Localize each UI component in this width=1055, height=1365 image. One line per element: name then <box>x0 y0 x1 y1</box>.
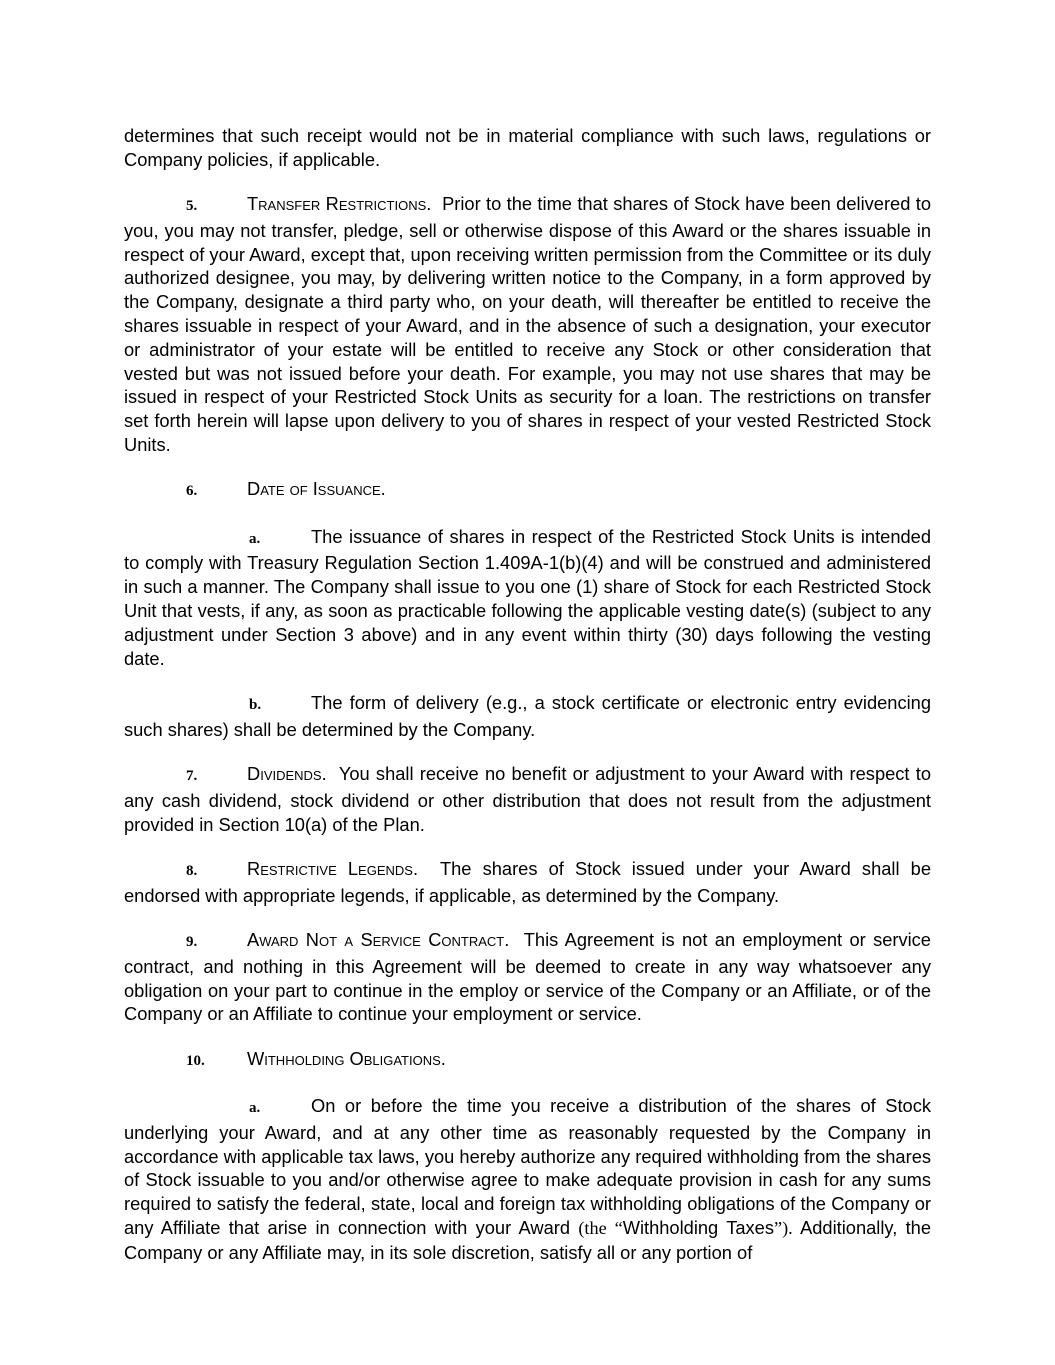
subsection-number: a. <box>249 530 261 547</box>
section-number: 8. <box>186 862 198 879</box>
section-heading: Date of Issuance <box>247 478 381 500</box>
section-5-transfer-restrictions: 5. Transfer Restrictions. Prior to the time that shares of Stock have been delivered to you, you may not transfer, pledge, sell or otherwise dispose of this Award or the shares issuable in respect of your Award, except that, upon receiving written permission from the Committee or its duly authorized designee, you may, by delivering written notice to the Company, in a form approved by the Company, designate a third party who, on your death, will thereafter be entitled to receive the shares issuable in respect of your Award, and in the absence of such a designation, your executor or administrator of your estate will be entitled to receive any Stock or other consideration that vested but was not issued before your death. For example, you may not use shares that may be issued in respect of your Restricted Stock Units as security for a loan. The restrictions on transfer set forth herein will lapse upon delivery to you of shares in respect of your vested Restricted Stock Units. <box>124 193 931 456</box>
section-6-date-of-issuance: 6. Date of Issuance. <box>124 477 931 504</box>
intro-text: determines that such receipt would not be in material compliance with such laws, regulations or Company policies, if applicable. <box>124 125 931 170</box>
section-text: This Agreement is not an employment or service contract, and nothing in this Agreement will be deemed to create in any way whatsoever any obligation on your part to continue in the employ or service of the Company or an Affiliate, or of the Company or an Affiliate to continue your employment or service. <box>124 929 931 1025</box>
section-10-withholding-obligations: 10. Withholding Obligations. <box>124 1047 931 1074</box>
section-heading: Withholding Obligations <box>247 1047 441 1069</box>
section-heading: Restrictive Legends <box>247 857 413 879</box>
section-heading: Transfer Restrictions <box>247 193 427 215</box>
section-6b <box>124 691 931 742</box>
section-text: The shares of Stock issued under your Award shall be endorsed with appropriate legends, if applicable, as determined by the Company. <box>124 857 931 906</box>
subsection-number: b. <box>249 696 262 713</box>
section-10a <box>124 1094 931 1265</box>
subsection-text-part-5: Additionally, the Company or any Affiliate may, in its sole discretion, satisfy all or any portion of <box>124 1216 932 1263</box>
section-7-dividends: 7. Dividends. You shall receive no benefit or adjustment to your Award with respect to any cash dividend, stock dividend or other distribution that does not result from the adjustment provided in Section 10(a) of the Plan. <box>124 763 931 835</box>
section-number: 9. <box>186 934 198 951</box>
section-heading: Dividends <box>247 763 322 785</box>
subsection-text-part-2: (the “ <box>578 1217 623 1238</box>
section-number: 5. <box>186 198 198 215</box>
subsection-text: The form of delivery (e.g., a stock certificate or electronic entry evidencing such shares) shall be determined by the Company. <box>124 691 931 740</box>
subsection-text-part-4: ”). <box>773 1217 793 1238</box>
section-text: Prior to the time that shares of Stock have been delivered to you, you may not transfer, pledge, sell or otherwise dispose of this Award or the shares issuable in respect of your Award, except that, upon receiving written permission from the Committee or its duly authorized designee, you may, by delivering written notice to the Company, in a form approved by the Company, designate a third party who, on your death, will thereafter be entitled to receive the shares issuable in respect of your Award, and in the absence of such a designation, your executor or administrator of your estate will be entitled to receive any Stock or other consideration that vested but was not issued before your death. For example, you may not use shares that may be issued in respect of your Restricted Stock Units as security for a loan. The restrictions on transfer set forth herein will lapse upon delivery to you of shares in respect of your vested Restricted Stock Units. <box>124 193 931 456</box>
subsection-text-part-1: On or before the time you receive a distribution of the shares of Stock underlying your Award, and at any other time as reasonably requested by the Company in accordance with applicable tax laws, you hereby authorize any required withholding from the shares of Stock issuable to you and/or otherwise agree to make adequate provision in cash for any sums required to satisfy the federal, state, local and foreign tax withholding obligations of the Company or any Affiliate that arise in connection with your Award <box>124 1095 931 1238</box>
section-text: You shall receive no benefit or adjustment to your Award with respect to any cash dividend, stock dividend or other distribution that does not result from the adjustment provided in Section 10(a) of the Plan. <box>124 763 931 835</box>
section-heading: Award Not a Service Contract <box>247 929 505 951</box>
section-9-award-not-service-contract: 9. Award Not a Service Contract. This Agreement is not an employment or service contract, and nothing in this Agreement will be deemed to create in any way whatsoever any obligation on your part to continue in the employ or service of the Company or an Affiliate, or of the Company or an Affiliate to continue your employment or service. <box>124 929 931 1025</box>
section-number: 6. <box>186 483 198 500</box>
section-6a <box>124 525 931 671</box>
section-number: 7. <box>186 768 198 785</box>
section-8-restrictive-legends: 8. Restrictive Legends. The shares of Stock issued under your Award shall be endorsed with appropriate legends, if applicable, as determined by the Company. <box>124 857 931 906</box>
subsection-number: a. <box>249 1100 261 1116</box>
defined-term-withholding-taxes: Withholding Taxes <box>622 1216 774 1238</box>
subsection-text: The issuance of shares in respect of the Restricted Stock Units is intended to comply with Treasury Regulation Section 1.409A-1(b)(4) and will be construed and administered in such a manner. The Company shall issue to you one (1) share of Stock for each Restricted Stock Unit that vests, if any, as soon as practicable following the applicable vesting date(s) (subject to any adjustment under Section 3 above) and in any event within thirty (30) days following the vesting date. <box>124 525 931 669</box>
document-page <box>124 124 931 1285</box>
section-number: 10. <box>186 1052 205 1069</box>
intro-paragraph <box>124 124 931 172</box>
